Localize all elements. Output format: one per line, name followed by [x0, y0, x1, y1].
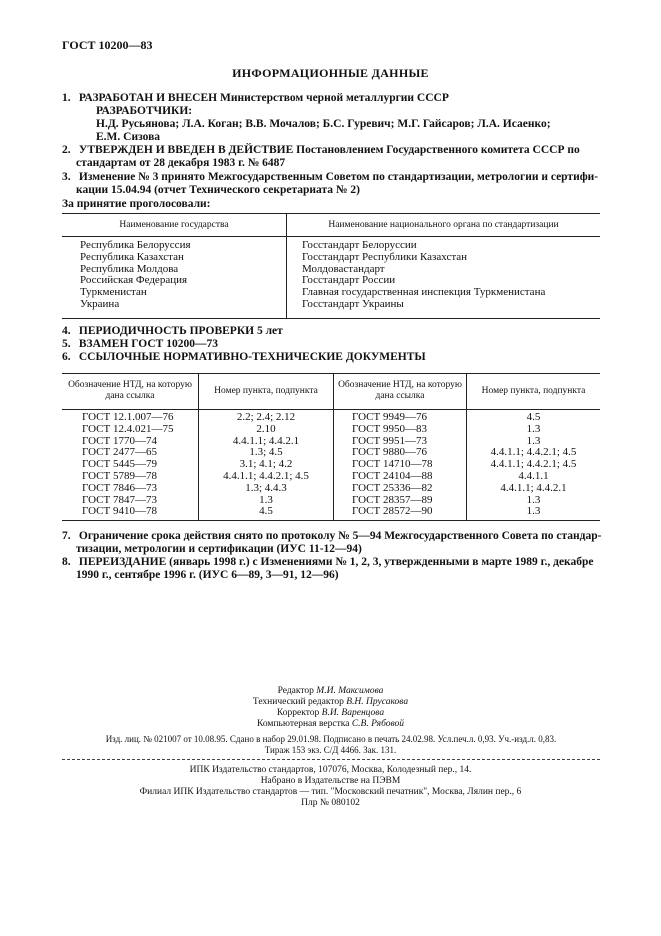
refs-table-bottom-rule	[62, 520, 600, 521]
item-8-number: 8.	[62, 556, 71, 568]
refs-left-points	[199, 412, 333, 518]
ref-point: 4.4.1.1; 4.4.2.1	[500, 481, 567, 494]
item-6-number: 6.	[62, 351, 71, 363]
refs-table-top-rule	[62, 373, 600, 374]
ref-doc: ГОСТ 12.1.007—76	[82, 411, 174, 423]
ref-point: 4.4.1.1; 4.4.2.1	[232, 434, 300, 447]
ref-point: 1.3	[526, 493, 541, 506]
item-4-text: ПЕРИОДИЧНОСТЬ ПРОВЕРКИ 5 лет	[78, 325, 283, 337]
ref-doc: ГОСТ 9410—78	[82, 505, 157, 518]
ref-point: 1.3	[526, 434, 541, 447]
imprint-corrector	[0, 708, 661, 720]
imprint-editor	[0, 686, 661, 698]
ref-doc: ГОСТ 9880—76	[352, 446, 427, 459]
developers-label: РАЗРАБОТЧИКИ:	[96, 105, 193, 117]
item-4	[62, 325, 283, 338]
ref-point: 3.1; 4.1; 4.2	[239, 458, 293, 471]
ref-doc: ГОСТ 7847—73	[82, 493, 157, 506]
ref-doc: ГОСТ 14710—78	[352, 458, 433, 471]
refs-left-docs	[82, 412, 173, 518]
ref-point: 4.4.1.1	[518, 469, 549, 482]
ref-point: 1.3	[526, 422, 541, 435]
item-3-text-2: кации 15.04.94 (отчет Технического секретариата № 2)	[76, 184, 360, 196]
item-5-text: ВЗАМЕН ГОСТ 10200—73	[78, 338, 218, 350]
developers-line-1: Н.Д. Русьянова; Л.А. Коган; В.В. Мочалов; Б.С. Гуревич; М.Г. Гайсаров; Л.А. Исаенко;	[96, 118, 551, 130]
item-1-lead: РАЗРАБОТАН И ВНЕСЕН	[78, 92, 218, 104]
imprint-layout	[0, 719, 661, 731]
ref-doc: ГОСТ 2477—65	[82, 446, 157, 459]
item-2-lead: УТВЕРЖДЕН И ВВЕДЕН В ДЕЙСТВИЕ	[78, 144, 294, 156]
refs-table-header-rule	[62, 409, 600, 410]
voted-label: За принятие проголосовали:	[62, 198, 211, 210]
item-1-number: 1.	[62, 92, 71, 104]
item-8-text-2: 1990 г., сентябре 1996 г. (ИУС 6—89, 3—91, 12—96)	[76, 569, 339, 581]
item-2-number: 2.	[62, 144, 71, 156]
bodies-col-header: Наименование национального органа по стандартизации	[328, 220, 559, 230]
item-7-number: 7.	[62, 530, 71, 542]
ref-point: 4.4.1.1; 4.4.2.1; 4.5	[223, 469, 309, 482]
item-6-text: ССЫЛОЧНЫЕ НОРМАТИВНО-ТЕХНИЧЕСКИЕ ДОКУМЕНТЫ	[78, 351, 426, 363]
refs-right-docs	[352, 412, 432, 518]
ref-point: 2.10	[256, 422, 276, 435]
standards-body: Молдовастандарт	[302, 262, 385, 275]
ref-point: 1.3; 4.4.3	[245, 481, 287, 494]
refs-header-doc-left: Обозначение НТД, на которую дана ссылка	[68, 380, 192, 401]
state-name: Республика Белоруссия	[80, 239, 191, 251]
item-5	[62, 338, 218, 351]
state-name: Республика Казахстан	[80, 250, 184, 263]
publisher-line-1: ИПК Издательство стандартов, 107076, Москва, Колодезный пер., 14.	[189, 765, 472, 775]
item-7	[62, 530, 601, 543]
ref-doc: ГОСТ 5445—79	[82, 458, 157, 471]
ref-doc: ГОСТ 1770—74	[82, 434, 157, 447]
ref-point: 1.3; 4.5	[249, 446, 283, 459]
item-2-text-1: Постановлением Государственного комитета СССР по	[296, 144, 580, 156]
ref-doc: ГОСТ 25336—82	[352, 481, 433, 494]
item-7-text-1: Ограничение срока действия снято по протоколу № 5—94 Межгосударственного Совета по стандар-	[78, 530, 602, 542]
ref-doc: ГОСТ 12.4.021—75	[82, 422, 174, 435]
plr-number: Плр № 080102	[301, 798, 360, 808]
editor-name: М.И. Максимова	[316, 686, 384, 696]
bodies-column	[302, 240, 545, 311]
item-3-number: 3.	[62, 171, 71, 183]
imprint-tech-editor	[0, 697, 661, 709]
state-name: Туркменистан	[80, 286, 147, 299]
print-details-line-1: Изд. лиц. № 021007 от 10.08.95. Сдано в набор 29.01.98. Подписано в печать 24.02.98. Усл.печ.л. 0,93. Уч.-изд.л. 0,83.	[105, 734, 557, 744]
states-column	[80, 240, 191, 311]
states-table-header-rule	[62, 236, 600, 237]
state-name: Украина	[80, 297, 120, 310]
item-6	[62, 351, 426, 364]
state-name: Российская Федерация	[80, 274, 188, 287]
tech-editor-name: В.Н. Прусакова	[346, 697, 409, 707]
item-3-text-1: Изменение № 3 принято Межгосударственным Советом по стандартизации, метрологии и сертифи-	[78, 171, 599, 183]
publisher-line-3: Филиал ИПК Издательство стандартов — тип. "Московский печатник", Москва, Лялин пер., 6	[139, 787, 522, 797]
corrector-name: В.И. Варенцова	[321, 708, 385, 718]
item-1	[62, 92, 449, 105]
ref-doc: ГОСТ 9951—73	[352, 434, 427, 447]
ref-doc: ГОСТ 28357—89	[352, 493, 433, 506]
refs-right-points	[467, 412, 600, 518]
layout-label: Компьютерная верстка	[257, 719, 350, 729]
item-7-text-2: тизации, метрологии и сертификации (ИУС 11-12—94)	[76, 543, 362, 555]
tech-editor-label: Технический редактор	[252, 697, 344, 707]
editor-label: Редактор	[277, 686, 314, 696]
ref-doc: ГОСТ 5789—78	[82, 469, 157, 482]
ref-point: 4.5	[526, 411, 541, 423]
item-2-text-2: стандартам от 28 декабря 1983 г. № 6487	[76, 157, 286, 169]
refs-header-doc-right: Обозначение НТД, на которую дана ссылка	[338, 380, 462, 401]
item-4-number: 4.	[62, 325, 71, 337]
ref-doc: ГОСТ 9950—83	[352, 422, 427, 435]
state-name: Республика Молдова	[80, 262, 179, 275]
states-table-bottom-rule	[62, 318, 600, 319]
standards-body: Госстандарт Белоруссии	[302, 239, 417, 251]
item-1-text: Министерством черной металлургии СССР	[219, 92, 449, 104]
imprint-divider	[62, 759, 600, 760]
page-title: ИНФОРМАЦИОННЫЕ ДАННЫЕ	[232, 66, 429, 80]
item-8	[62, 556, 594, 569]
refs-header-point-left: Номер пункта, подпункта	[214, 386, 318, 396]
ref-point: 2.2; 2.4; 2.12	[236, 411, 296, 423]
refs-header-point-right: Номер пункта, подпункта	[481, 386, 586, 396]
ref-point: 1.3	[526, 505, 541, 518]
document-code: ГОСТ 10200—83	[62, 38, 153, 52]
ref-point: 4.4.1.1; 4.4.2.1; 4.5	[490, 458, 577, 471]
developers-line-2: Е.М. Сизова	[96, 131, 161, 143]
publisher-line-2: Набрано в Издательстве на ПЭВМ	[260, 776, 401, 786]
ref-doc: ГОСТ 24104—88	[352, 469, 433, 482]
standards-body: Госстандарт России	[302, 274, 396, 287]
ref-point: 4.4.1.1; 4.4.2.1; 4.5	[490, 446, 577, 459]
item-8-text-1: ПЕРЕИЗДАНИЕ (январь 1998 г.) с Изменениями № 1, 2, 3, утвержденными в марте 1989 г., декабре	[78, 556, 594, 568]
item-2	[62, 144, 580, 157]
states-table-top-rule	[62, 213, 600, 214]
item-3	[62, 171, 598, 184]
ref-doc: ГОСТ 28572—90	[352, 505, 433, 518]
item-5-number: 5.	[62, 338, 71, 350]
layout-name: С.В. Рябовой	[351, 719, 404, 729]
ref-point: 4.5	[259, 505, 273, 518]
standards-body: Госстандарт Украины	[302, 297, 404, 310]
corrector-label: Корректор	[276, 708, 320, 718]
standards-body: Госстандарт Республики Казахстан	[302, 250, 468, 263]
print-details-line-2: Тираж 153 экз. С/Д 4466. Зак. 131.	[264, 745, 397, 755]
ref-doc: ГОСТ 9949—76	[352, 411, 427, 423]
states-col-header: Наименование государства	[119, 220, 229, 230]
ref-doc: ГОСТ 7846—73	[82, 481, 157, 494]
standards-body: Главная государственная инспекция Туркменистана	[302, 286, 546, 299]
ref-point: 1.3	[259, 493, 273, 506]
